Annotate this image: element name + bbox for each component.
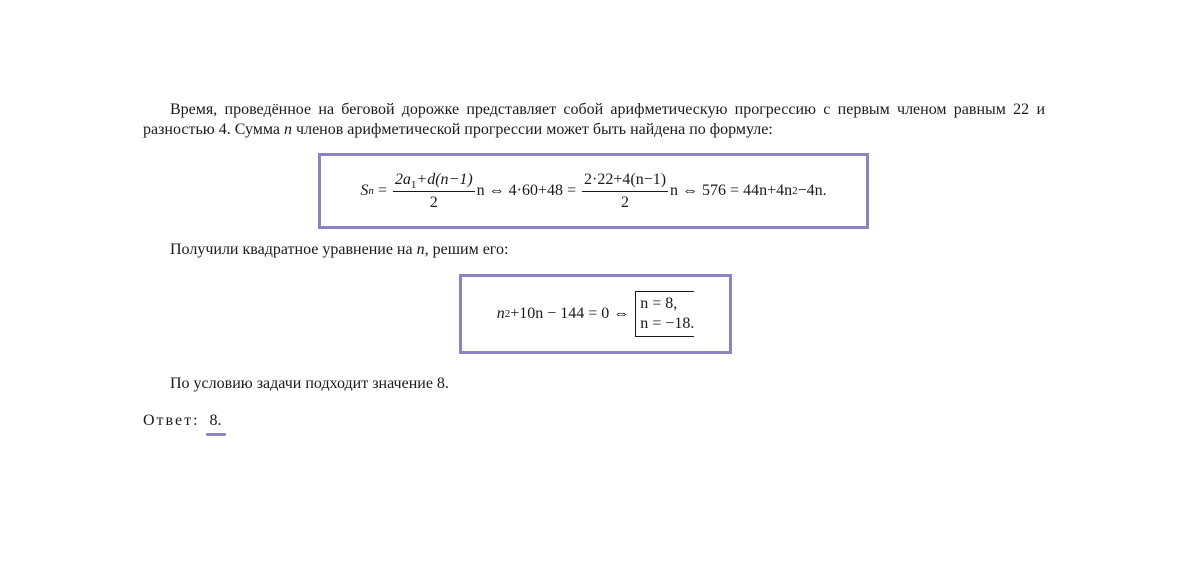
sum-lhs-sub: n — [368, 185, 374, 197]
sum-tail: −4n. — [797, 182, 827, 199]
formula-box-sum — [318, 153, 869, 229]
fraction-general — [393, 171, 475, 212]
sum-eq-sign: = — [377, 182, 387, 199]
answer-value: 8. — [209, 412, 222, 429]
sum-lhs: S — [360, 182, 369, 199]
sum-mid2: n ⇔ 576 = 44n+4n — [670, 182, 793, 199]
sum-formula: S n = $\frac{2a_1+d(n-1)}{2}$ n ⇔ 4·60+48 = $\frac{2\cdot 22+4(n-1)}{2}$ n ⇔ 576 = 44n+4n 2 −4n. — [360, 170, 827, 211]
quadratic-intro-paragraph — [143, 240, 1045, 260]
quad-lhs-a: n — [496, 305, 505, 322]
answer-underline — [206, 433, 226, 436]
para2-text-b: , решим его: — [424, 241, 509, 258]
para2-var-n: n — [416, 241, 425, 258]
answer-value-wrap — [210, 412, 222, 430]
frac1-num-sub: 1 — [410, 178, 417, 191]
intro-var-n: n — [284, 121, 293, 138]
sum-mid1: n ⇔ 4·60+48 = — [476, 182, 577, 199]
frac1-num: 2a — [394, 170, 411, 188]
formula-box-quadratic — [459, 274, 732, 354]
answer-label: Ответ: — [143, 412, 200, 429]
para2-text-a: Получили квадратное уравнение на — [170, 241, 413, 258]
solution-case-1: n = 8, — [640, 295, 678, 312]
conclusion-paragraph — [143, 374, 1045, 394]
solution-set-bracket — [635, 291, 694, 337]
frac1-den: 2 — [429, 193, 438, 211]
fraction-substituted — [582, 171, 668, 212]
intro-paragraph — [143, 100, 1045, 140]
answer-line — [143, 412, 222, 430]
frac2-num: 2·22+4(n−1) — [582, 171, 668, 192]
frac1-num-rest: +d(n−1) — [416, 170, 473, 188]
quad-lhs-b: +10n − 144 = 0 ⇔ — [510, 305, 630, 322]
intro-text-b: членов арифметической прогрессии может быть найдена по формуле: — [296, 121, 773, 138]
solution-case-2: n = −18. — [640, 315, 695, 332]
quadratic-formula: n 2 +10n − 144 = 0 ⇔ n = 8, n = −18. — [497, 291, 695, 337]
conclusion-text: По условию задачи подходит значение 8. — [170, 375, 449, 392]
frac2-den: 2 — [621, 193, 630, 211]
intro-text-a: Время, проведённое на беговой дорожке представляет собой арифметическую прогрессию с первым членом равным 22 и разностью 4. Сумма — [143, 101, 1045, 138]
